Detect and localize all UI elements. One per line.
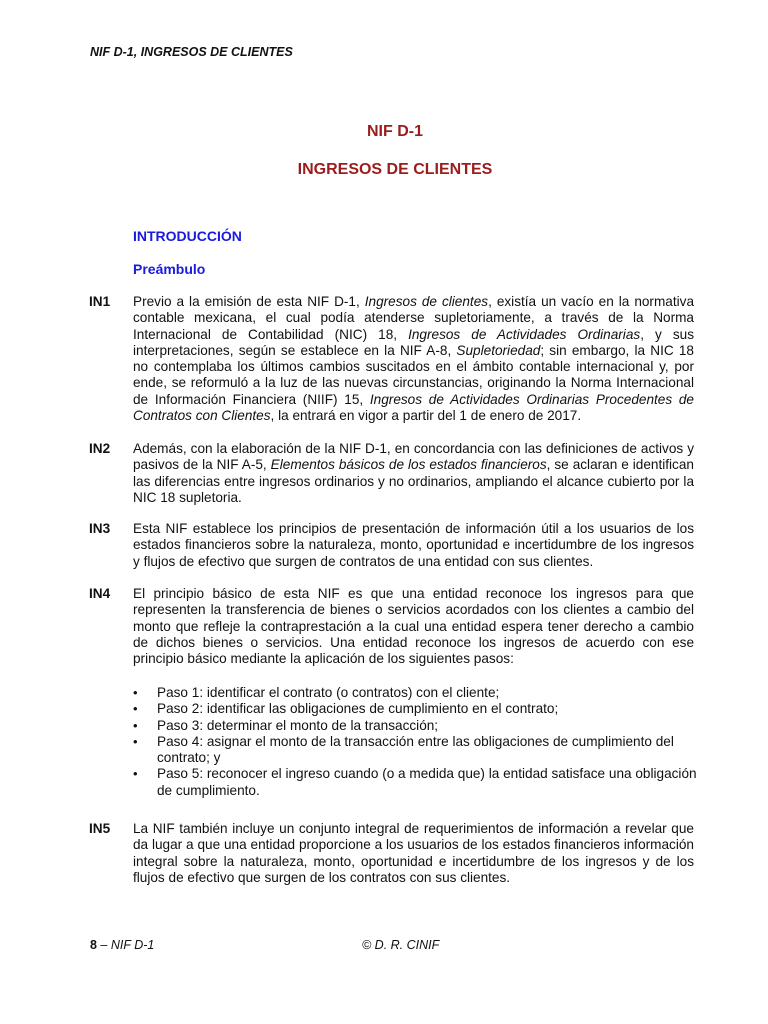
list-item: • Paso 2: identificar las obligaciones de cumplimiento en el contrato;: [133, 701, 559, 717]
document-subtitle: INGRESOS DE CLIENTES: [297, 161, 493, 178]
paragraph-in4: [89, 586, 694, 667]
running-header: NIF D-1, INGRESOS DE CLIENTES: [90, 45, 293, 59]
paragraph-number: IN4: [89, 586, 111, 601]
paragraph-text: Esta NIF establece los principios de presentación de información útil a los usuarios de los estados financieros sobre la naturaleza, monto, oportunidad e incertidumbre de los ingresos y flujos de efectivo que surgen de contratos de una entidad con sus clientes.: [133, 521, 694, 569]
page-number: 8: [90, 938, 97, 952]
list-item: • Paso 5: reconocer el ingreso cuando (o a medida que) la entidad satisface una obligación de cumplimiento.: [133, 766, 697, 798]
paragraph-text: Además, con la elaboración de la NIF D-1, en concordancia con las definiciones de activos y pasivos de la NIF A-5, Elementos básicos de los estados financieros, se aclaran e identifican las diferencias entre ingresos ordinarios y no ordinarios, ampliando el alcance cubierto por la NIC 18 supletoria.: [133, 441, 694, 505]
subsection-heading: Preámbulo: [133, 261, 206, 277]
paragraph-text: Previo a la emisión de esta NIF D-1, Ingresos de clientes, existía un vacío en la normativa contable mexicana, el cual podía atenderse supletoriamente, a través de la Norma Internacional de Contabilidad (NIC) 18, Ingresos de Actividades Ordinarias, y sus interpretaciones, según se establece en la NIF A-8, Supletoriedad; sin embargo, la NIC 18 no contemplaba los últimos cambios suscitados en el ámbito contable internacional y, por ende, se reformuló a la luz de las nuevas circunstancias, originando la Norma Internacional de Información Financiera (NIIF) 15, Ingresos de Actividades Ordinarias Procedentes de Contratos con Clientes, la entrará en vigor a partir del 1 de enero de 2017.: [133, 294, 694, 424]
bullet-icon: •: [133, 717, 138, 733]
paragraph-number: IN2: [89, 441, 111, 456]
footer-copyright: © D. R. CINIF: [362, 938, 440, 952]
paragraph-in3: [89, 521, 694, 570]
footer-page-label: 8 – NIF D-1: [90, 938, 155, 952]
steps-list: [133, 685, 703, 799]
bullet-icon: •: [133, 685, 138, 700]
document-title: NIF D-1: [367, 123, 423, 140]
bullet-icon: •: [133, 701, 138, 717]
list-item: • Paso 3: determinar el monto de la transacción;: [133, 717, 439, 733]
paragraph-number: IN5: [89, 821, 111, 836]
section-heading: INTRODUCCIÓN: [133, 228, 242, 244]
bullet-icon: •: [133, 766, 138, 782]
paragraph-text: La NIF también incluye un conjunto integral de requerimientos de información a revelar que da lugar a que una entidad proporcione a los usuarios de los estados financieros información integral sobre la naturaleza, monto, oportunidad e incertidumbre de los ingresos y de los flujos de efectivo que surgen de los contratos con sus clientes.: [133, 821, 694, 885]
paragraph-number: IN3: [89, 521, 111, 536]
paragraph-text: El principio básico de esta NIF es que una entidad reconoce los ingresos para que representen la transferencia de bienes o servicios acordados con los clientes a cambio del monto que refleje la contraprestación a la cual una entidad espera tener derecho a cambio de dichos bienes o servicios. Una entidad reconoce los ingresos de acuerdo con ese principio básico mediante la aplicación de los siguientes pasos:: [133, 586, 694, 667]
list-item: • Paso 4: asignar el monto de la transacción entre las obligaciones de cumplimiento del contrato; y: [133, 733, 674, 766]
paragraph-in2: [89, 441, 694, 506]
list-item: • Paso 1: identificar el contrato (o contratos) con el cliente;: [133, 685, 500, 700]
bullet-icon: •: [133, 733, 138, 749]
paragraph-in5: [89, 821, 694, 886]
paragraph-in1: [89, 294, 694, 424]
paragraph-number: IN1: [89, 294, 111, 309]
